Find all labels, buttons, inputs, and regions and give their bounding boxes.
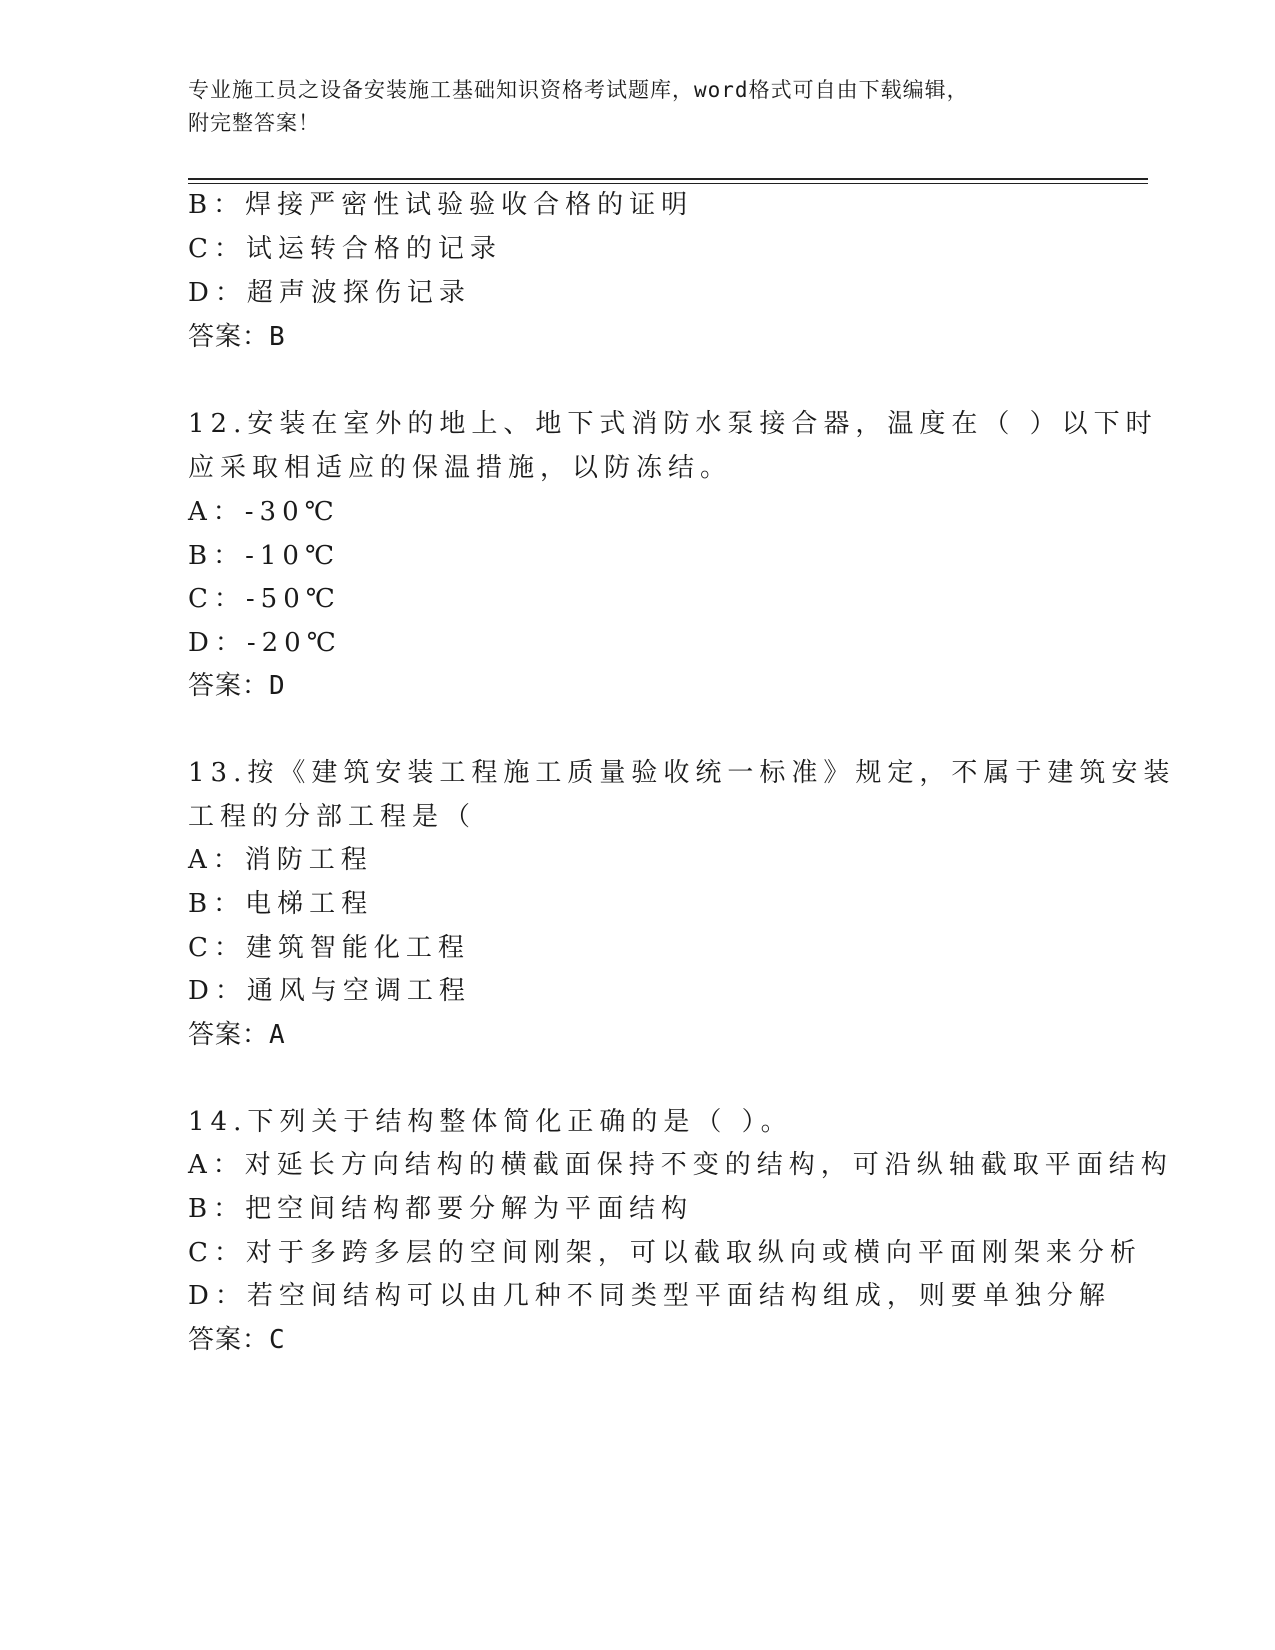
q12-stem-line-1: 12.安装在室外的地上、地下式消防水泵接合器，温度在（ ）以下时 xyxy=(188,409,1158,439)
header-line-2: 附完整答案！ xyxy=(188,111,320,135)
q13-option-c: C：建筑智能化工程 xyxy=(188,933,470,963)
prev-option-d: D：超声波探伤记录 xyxy=(188,278,471,308)
q13-stem-line-2: 工程的分部工程是（ xyxy=(188,802,477,832)
q14-option-a: A：对延长方向结构的横截面保持不变的结构，可沿纵轴截取平面结构 xyxy=(188,1150,1173,1180)
document-header xyxy=(188,74,1088,140)
prev-option-b: B：焊接严密性试验验收合格的证明 xyxy=(188,190,694,220)
q13-option-b: B：电梯工程 xyxy=(188,889,374,919)
q12-answer: 答案：D xyxy=(188,671,286,701)
q14-stem: 14.下列关于结构整体简化正确的是（ ）。 xyxy=(188,1107,793,1137)
q14-option-c: C：对于多跨多层的空间刚架，可以截取纵向或横向平面刚架来分析 xyxy=(188,1238,1142,1268)
q12-option-b: B：-10℃ xyxy=(188,541,341,571)
header-line-1: 专业施工员之设备安装施工基础知识资格考试题库，word格式可自由下载编辑， xyxy=(188,78,969,102)
q12-option-a: A：-30℃ xyxy=(188,497,340,527)
q13-stem-line-1: 13.按《建筑安装工程施工质量验收统一标准》规定，不属于建筑安装 xyxy=(188,758,1176,788)
q13-answer: 答案：A xyxy=(188,1020,286,1050)
q13-option-a: A：消防工程 xyxy=(188,845,373,875)
header-divider-thick xyxy=(188,178,1148,180)
q14-option-b: B：把空间结构都要分解为平面结构 xyxy=(188,1194,694,1224)
q14-option-d: D：若空间结构可以由几种不同类型平面结构组成，则要单独分解 xyxy=(188,1281,1111,1311)
q13-option-d: D：通风与空调工程 xyxy=(188,976,471,1006)
prev-option-c: C：试运转合格的记录 xyxy=(188,234,502,264)
q12-option-d: D：-20℃ xyxy=(188,628,342,658)
q14-answer: 答案：C xyxy=(188,1325,286,1355)
prev-answer: 答案：B xyxy=(188,322,286,352)
q12-stem-line-2: 应采取相适应的保温措施，以防冻结。 xyxy=(188,453,733,483)
q12-option-c: C：-50℃ xyxy=(188,584,341,614)
